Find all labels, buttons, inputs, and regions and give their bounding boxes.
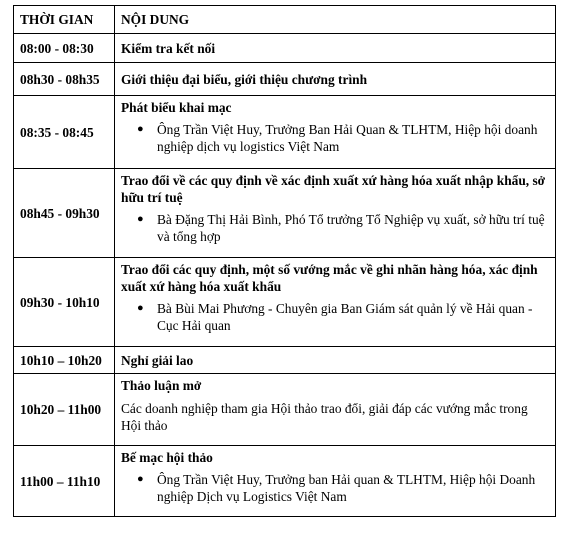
item-title: Giới thiệu đại biểu, giới thiệu chương trình <box>121 71 368 87</box>
time-cell: 08h45 - 09h30 <box>14 169 115 258</box>
item-title: Thảo luận mở <box>121 378 202 393</box>
header-content: NỘI DUNG <box>115 6 556 34</box>
content-cell <box>115 374 556 446</box>
table-row <box>14 63 556 96</box>
speaker-text: Ông Trần Việt Huy, Trưởng Ban Hải Quan & TLHTM, Hiệp hội doanh nghiệp dịch vụ logistics Việt Nam <box>157 122 538 154</box>
item-description: Các doanh nghiệp tham gia Hội thảo trao đổi, giải đáp các vướng mắc trong Hội thảo <box>121 401 528 433</box>
speaker-list <box>121 300 549 334</box>
item-title: Trao đổi về các quy định về xác định xuất xứ hàng hóa xuất nhập khẩu, sở hữu trí tuệ <box>121 173 546 205</box>
list-item <box>137 471 549 505</box>
speaker-list <box>121 471 549 505</box>
bullet-icon: ● <box>137 123 144 135</box>
header-time: THỜI GIAN <box>14 6 115 34</box>
item-title: Nghỉ giải lao <box>121 352 194 368</box>
speaker-text: Ông Trần Việt Huy, Trưởng ban Hải quan & TLHTM, Hiệp hội Doanh nghiệp Dịch vụ Logistics Việt Nam <box>157 472 536 504</box>
content-cell <box>115 446 556 517</box>
time-cell: 11h00 – 11h10 <box>14 446 115 517</box>
item-title: Phát biểu khai mạc <box>121 100 232 115</box>
table-row <box>14 169 556 258</box>
content-cell <box>115 258 556 347</box>
table-row <box>14 374 556 446</box>
bullet-icon: ● <box>137 473 144 485</box>
time-cell: 08:35 - 08:45 <box>14 96 115 169</box>
list-item <box>137 211 549 245</box>
content-cell <box>115 63 556 96</box>
time-cell: 10h20 – 11h00 <box>14 374 115 446</box>
table-row <box>14 34 556 63</box>
bullet-icon: ● <box>137 213 144 225</box>
item-title: Trao đổi các quy định, một số vướng mắc về ghi nhãn hàng hóa, xác định xuất xứ hàng hóa xuất khẩu <box>121 262 538 294</box>
content-cell <box>115 169 556 258</box>
bullet-icon: ● <box>137 302 144 314</box>
header-row <box>14 6 556 34</box>
table-row <box>14 347 556 374</box>
speaker-text: Bà Đặng Thị Hải Bình, Phó Tổ trưởng Tổ Nghiệp vụ xuất, sở hữu trí tuệ và tổng hợp <box>157 212 545 244</box>
list-item <box>137 300 549 334</box>
item-title: Bế mạc hội thảo <box>121 450 213 465</box>
time-cell: 10h10 – 10h20 <box>14 347 115 374</box>
speaker-list <box>121 211 549 245</box>
table-row <box>14 258 556 347</box>
agenda-table <box>13 5 556 517</box>
table-row <box>14 96 556 169</box>
speaker-text: Bà Bùi Mai Phương - Chuyên gia Ban Giám sát quản lý về Hải quan - Cục Hải quan <box>157 301 533 333</box>
list-item <box>137 121 549 155</box>
content-cell <box>115 34 556 63</box>
item-title: Kiểm tra kết nối <box>121 40 216 56</box>
content-cell <box>115 96 556 169</box>
speaker-list <box>121 121 549 155</box>
time-cell: 09h30 - 10h10 <box>14 258 115 347</box>
time-cell: 08:00 - 08:30 <box>14 34 115 63</box>
time-cell: 08h30 - 08h35 <box>14 63 115 96</box>
table-row <box>14 446 556 517</box>
content-cell <box>115 347 556 374</box>
